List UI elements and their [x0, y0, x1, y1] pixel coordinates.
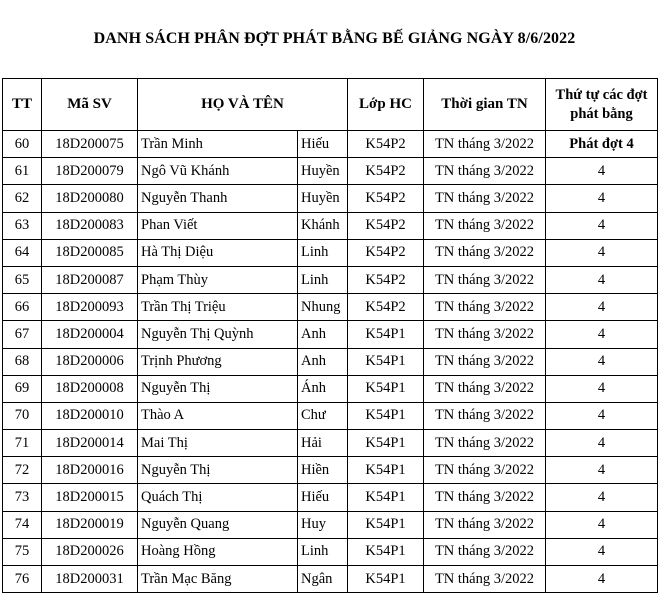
row-lop-hc: K54P1 — [348, 457, 424, 484]
row-ten: Huyền — [298, 158, 348, 185]
row-tt: 68 — [3, 348, 42, 375]
row-ma-sv: 18D200008 — [42, 375, 138, 402]
row-lop-hc: K54P2 — [348, 158, 424, 185]
row-ma-sv: 18D200083 — [42, 212, 138, 239]
row-tt: 61 — [3, 158, 42, 185]
page-title: DANH SÁCH PHÂN ĐỢT PHÁT BẰNG BẾ GIẢNG NGÀY 8/6/2022 — [93, 30, 576, 47]
row-ten: Chư — [298, 402, 348, 429]
table-row — [3, 321, 658, 348]
row-thoi-gian-tn: TN tháng 3/2022 — [424, 185, 546, 212]
row-dot-phat-bang: Phát đợt 4 — [546, 131, 658, 158]
row-lop-hc: K54P1 — [348, 430, 424, 457]
header-ho-va-ten: HỌ VÀ TÊN — [138, 79, 348, 131]
row-tt: 69 — [3, 375, 42, 402]
row-dot-phat-bang: 4 — [546, 484, 658, 511]
row-ten: Linh — [298, 239, 348, 266]
header-thoi-gian-tn: Thời gian TN — [424, 79, 546, 131]
row-ho-dem: Mai Thị — [138, 430, 298, 457]
row-ho-dem: Trần Minh — [138, 131, 298, 158]
row-tt: 70 — [3, 402, 42, 429]
row-thoi-gian-tn: TN tháng 3/2022 — [424, 266, 546, 293]
row-dot-phat-bang: 4 — [546, 511, 658, 538]
row-ma-sv: 18D200087 — [42, 266, 138, 293]
row-dot-phat-bang: 4 — [546, 185, 658, 212]
row-dot-phat-bang: 4 — [546, 348, 658, 375]
row-thoi-gian-tn: TN tháng 3/2022 — [424, 239, 546, 266]
row-dot-phat-bang: 4 — [546, 566, 658, 593]
row-ma-sv: 18D200075 — [42, 131, 138, 158]
row-thoi-gian-tn: TN tháng 3/2022 — [424, 402, 546, 429]
header-ma-sv: Mã SV — [42, 79, 138, 131]
row-ho-dem: Nguyễn Thị — [138, 457, 298, 484]
row-ho-dem: Phạm Thùy — [138, 266, 298, 293]
row-lop-hc: K54P2 — [348, 294, 424, 321]
row-thoi-gian-tn: TN tháng 3/2022 — [424, 538, 546, 565]
row-ho-dem: Hoàng Hồng — [138, 538, 298, 565]
row-ten: Ánh — [298, 375, 348, 402]
row-thoi-gian-tn: TN tháng 3/2022 — [424, 212, 546, 239]
row-ma-sv: 18D200004 — [42, 321, 138, 348]
row-ten: Huyền — [298, 185, 348, 212]
row-ten: Hiền — [298, 457, 348, 484]
row-ma-sv: 18D200010 — [42, 402, 138, 429]
row-thoi-gian-tn: TN tháng 3/2022 — [424, 566, 546, 593]
row-ho-dem: Nguyễn Thanh — [138, 185, 298, 212]
row-lop-hc: K54P2 — [348, 239, 424, 266]
row-ma-sv: 18D200079 — [42, 158, 138, 185]
row-ten: Linh — [298, 538, 348, 565]
row-ho-dem: Ngô Vũ Khánh — [138, 158, 298, 185]
row-tt: 72 — [3, 457, 42, 484]
row-tt: 74 — [3, 511, 42, 538]
row-dot-phat-bang: 4 — [546, 430, 658, 457]
table-row — [3, 457, 658, 484]
row-tt: 62 — [3, 185, 42, 212]
row-ho-dem: Trần Thị Triệu — [138, 294, 298, 321]
row-ma-sv: 18D200016 — [42, 457, 138, 484]
row-ma-sv: 18D200080 — [42, 185, 138, 212]
row-lop-hc: K54P2 — [348, 266, 424, 293]
row-lop-hc: K54P1 — [348, 321, 424, 348]
row-thoi-gian-tn: TN tháng 3/2022 — [424, 294, 546, 321]
row-lop-hc: K54P1 — [348, 484, 424, 511]
table-row — [3, 566, 658, 593]
row-lop-hc: K54P1 — [348, 538, 424, 565]
row-thoi-gian-tn: TN tháng 3/2022 — [424, 375, 546, 402]
row-ma-sv: 18D200085 — [42, 239, 138, 266]
row-tt: 66 — [3, 294, 42, 321]
row-tt: 67 — [3, 321, 42, 348]
row-dot-phat-bang: 4 — [546, 457, 658, 484]
row-ho-dem: Nguyễn Thị Quỳnh — [138, 321, 298, 348]
row-dot-phat-bang: 4 — [546, 538, 658, 565]
row-thoi-gian-tn: TN tháng 3/2022 — [424, 511, 546, 538]
row-ten: Hiếu — [298, 131, 348, 158]
row-lop-hc: K54P2 — [348, 185, 424, 212]
row-ten: Ngân — [298, 566, 348, 593]
header-lop-hc: Lớp HC — [348, 79, 424, 131]
row-lop-hc: K54P1 — [348, 348, 424, 375]
row-tt: 64 — [3, 239, 42, 266]
table-row — [3, 484, 658, 511]
row-dot-phat-bang: 4 — [546, 321, 658, 348]
row-ho-dem: Trịnh Phương — [138, 348, 298, 375]
row-lop-hc: K54P1 — [348, 511, 424, 538]
row-lop-hc: K54P2 — [348, 212, 424, 239]
table-row — [3, 239, 658, 266]
row-dot-phat-bang: 4 — [546, 239, 658, 266]
row-thoi-gian-tn: TN tháng 3/2022 — [424, 484, 546, 511]
row-ma-sv: 18D200014 — [42, 430, 138, 457]
row-lop-hc: K54P1 — [348, 566, 424, 593]
row-ten: Anh — [298, 321, 348, 348]
table-row — [3, 348, 658, 375]
table-row — [3, 511, 658, 538]
row-dot-phat-bang: 4 — [546, 402, 658, 429]
row-ho-dem: Nguyễn Thị — [138, 375, 298, 402]
table-row — [3, 402, 658, 429]
row-ho-dem: Trần Mạc Băng — [138, 566, 298, 593]
row-thoi-gian-tn: TN tháng 3/2022 — [424, 321, 546, 348]
row-tt: 60 — [3, 131, 42, 158]
row-ma-sv: 18D200015 — [42, 484, 138, 511]
row-ten: Huy — [298, 511, 348, 538]
row-ho-dem: Quách Thị — [138, 484, 298, 511]
row-thoi-gian-tn: TN tháng 3/2022 — [424, 158, 546, 185]
row-tt: 76 — [3, 566, 42, 593]
row-ten: Hải — [298, 430, 348, 457]
header-thu-tu: Thứ tự các đợt phát bằng — [546, 79, 658, 131]
row-ten: Hiếu — [298, 484, 348, 511]
row-ten: Linh — [298, 266, 348, 293]
table-row — [3, 266, 658, 293]
row-dot-phat-bang: 4 — [546, 212, 658, 239]
row-tt: 75 — [3, 538, 42, 565]
row-dot-phat-bang: 4 — [546, 294, 658, 321]
header-tt: TT — [3, 79, 42, 131]
row-ma-sv: 18D200019 — [42, 511, 138, 538]
table-row — [3, 430, 658, 457]
row-ho-dem: Thào A — [138, 402, 298, 429]
row-dot-phat-bang: 4 — [546, 375, 658, 402]
row-lop-hc: K54P1 — [348, 375, 424, 402]
row-thoi-gian-tn: TN tháng 3/2022 — [424, 348, 546, 375]
row-ma-sv: 18D200031 — [42, 566, 138, 593]
graduation-schedule-table — [2, 78, 658, 593]
row-ten: Anh — [298, 348, 348, 375]
table-row — [3, 538, 658, 565]
row-thoi-gian-tn: TN tháng 3/2022 — [424, 430, 546, 457]
row-lop-hc: K54P1 — [348, 402, 424, 429]
row-tt: 71 — [3, 430, 42, 457]
table-row — [3, 294, 658, 321]
row-ho-dem: Nguyễn Quang — [138, 511, 298, 538]
row-tt: 63 — [3, 212, 42, 239]
row-thoi-gian-tn: TN tháng 3/2022 — [424, 457, 546, 484]
table-row — [3, 131, 658, 158]
row-ma-sv: 18D200026 — [42, 538, 138, 565]
row-ho-dem: Phan Viết — [138, 212, 298, 239]
table-row — [3, 375, 658, 402]
table-row — [3, 185, 658, 212]
table-body — [3, 131, 658, 593]
table-row — [3, 158, 658, 185]
row-ten: Nhung — [298, 294, 348, 321]
row-lop-hc: K54P2 — [348, 131, 424, 158]
row-thoi-gian-tn: TN tháng 3/2022 — [424, 131, 546, 158]
row-dot-phat-bang: 4 — [546, 158, 658, 185]
row-dot-phat-bang: 4 — [546, 266, 658, 293]
row-tt: 73 — [3, 484, 42, 511]
row-ma-sv: 18D200093 — [42, 294, 138, 321]
table-row — [3, 212, 658, 239]
row-tt: 65 — [3, 266, 42, 293]
table-header-row — [3, 79, 658, 131]
row-ma-sv: 18D200006 — [42, 348, 138, 375]
row-ho-dem: Hà Thị Diệu — [138, 239, 298, 266]
row-ten: Khánh — [298, 212, 348, 239]
